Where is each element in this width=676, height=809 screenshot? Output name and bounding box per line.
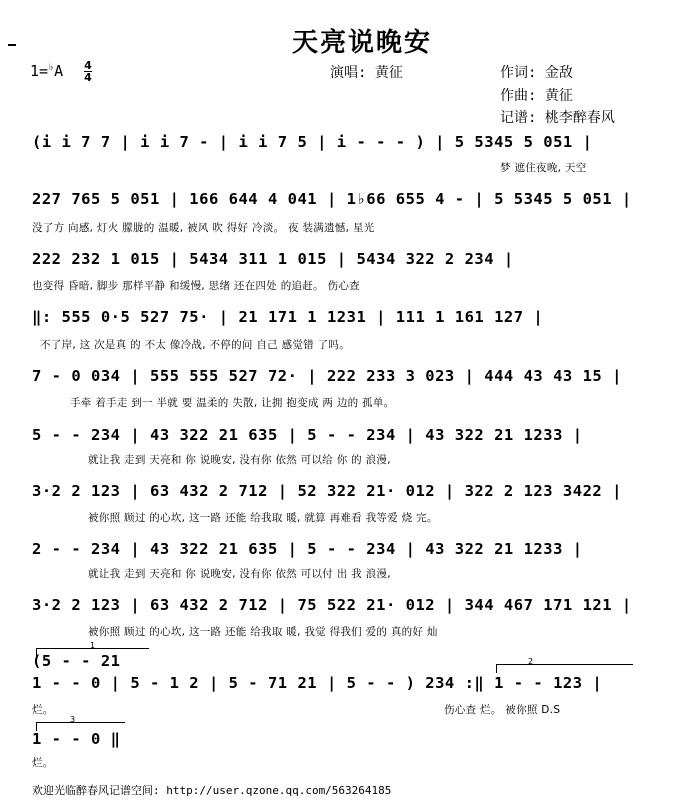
composer-credit: 作曲: 黄征 xyxy=(500,88,573,104)
lyrics-system-11: 烂。 xyxy=(32,757,54,769)
lyrics-system-6: 就让我 走到 天亮和 你 说晚安, 没有你 依然 可以给 你 的 浪漫, xyxy=(88,454,391,466)
volta-number-3: 3 xyxy=(70,715,76,724)
margin-mark xyxy=(8,44,16,46)
lyrics-system-4: 不了岸, 这 次是真 的 不太 像冷战, 不停的问 自己 感觉错 了吗。 xyxy=(40,339,351,351)
notes-system-10: 1 - - 0 | 5 - 1 2 | 5 - 71 21 | 5 - - ) 234 :‖ 1 - - 123 | xyxy=(32,674,603,692)
key-note: A xyxy=(54,62,64,80)
volta-number-1: 1 xyxy=(90,641,96,650)
time-bottom: 4 xyxy=(84,71,92,84)
notes-system-3: 222 232 1 015 | 5434 311 1 015 | 5434 322 2 234 | xyxy=(32,250,514,268)
lyrics-system-8: 就让我 走到 天亮和 你 说晚安, 没有你 依然 可以付 出 我 浪漫, xyxy=(88,568,391,580)
lyrics-system-3: 也变得 昏暗, 脚步 那样平静 和缓慢, 思绪 还在四处 的追赶。 伤心查 xyxy=(32,280,360,292)
flat-sign: ♭ xyxy=(48,62,55,73)
notes-system-2: 227 765 5 051 | 166 644 4 041 | 1♭66 655 4 - | 5 5345 5 051 | xyxy=(32,190,632,208)
lyricist-credit: 作词: 金敌 xyxy=(500,65,573,81)
notes-system-7: 3·2 2 123 | 63 432 2 712 | 52 322 21· 012 | 322 2 123 3422 | xyxy=(32,482,622,500)
footer-credit: 欢迎光临醉春风记谱空间: http://user.qzone.qq.com/563264185 xyxy=(32,784,392,797)
notes-system-11: 1 - - 0 ‖ xyxy=(32,730,121,748)
notes-system-6: 5 - - 234 | 43 322 21 635 | 5 - - 234 | 43 322 21 1233 | xyxy=(32,426,583,444)
notes-system-4: ‖: 555 0·5 527 75· | 21 171 1 1231 | 111 1 161 127 | xyxy=(32,308,544,326)
upper-notes-system-10: (5 - - 21 xyxy=(32,652,121,670)
notes-system-9: 3·2 2 123 | 63 432 2 712 | 75 522 21· 012 | 344 467 171 121 | xyxy=(32,596,632,614)
time-top: 4 xyxy=(84,59,92,72)
singer-credit: 演唱: 黄征 xyxy=(330,65,403,81)
lyrics-system-2: 没了方 向感, 灯火 朦胧的 温暖, 被风 吹 得好 冷淡。 夜 装满遗憾, 星光 xyxy=(32,222,375,234)
notes-system-5: 7 - 0 034 | 555 555 527 72· | 222 233 3 023 | 444 43 43 15 | xyxy=(32,367,622,385)
volta-number-2: 2 xyxy=(528,657,534,666)
lyrics-right-system-10: 伤心查 烂。 被你照 D.S xyxy=(444,704,561,716)
volta-bracket-2 xyxy=(496,664,633,673)
lyrics-left-system-10: 烂。 xyxy=(32,704,54,716)
key-prefix: 1= xyxy=(30,62,49,80)
notes-system-8: 2 - - 234 | 43 322 21 635 | 5 - - 234 | 43 322 21 1233 | xyxy=(32,540,583,558)
song-title: 天亮说晚安 xyxy=(292,28,433,58)
notes-system-1: (i i 7 7 | i i 7 - | i i 7 5 | i - - - ) | 5 5345 5 051 | xyxy=(32,133,593,151)
key-signature xyxy=(30,62,63,80)
transcriber-credit: 记谱: 桃李醉春风 xyxy=(500,110,615,126)
lyrics-system-9: 被你照 顾过 的心坎, 这一路 还能 给我取 暖, 我觉 得我们 爱的 真的好 灿 xyxy=(88,626,438,638)
time-signature xyxy=(84,60,92,83)
lyrics-system-5: 手牵 着手走 到一 半就 要 温柔的 失散, 让拥 抱变成 两 边的 孤单。 xyxy=(70,397,395,409)
lyrics-system-7: 被你照 顾过 的心坎, 这一路 还能 给我取 暖, 就算 再难看 我等爱 烧 完。 xyxy=(88,512,438,524)
lyrics-system-1: 梦 遮住夜晚, 天空 xyxy=(500,162,587,174)
